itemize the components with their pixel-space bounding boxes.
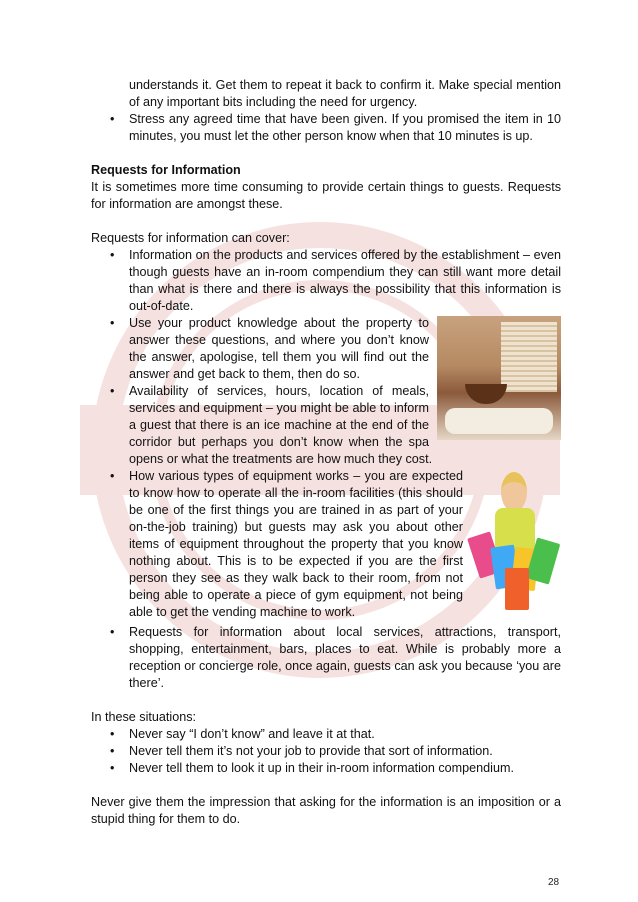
situation-bullet-list xyxy=(91,726,561,777)
bullet-icon: • xyxy=(110,112,115,126)
list-item: • Never tell them it’s not your job to provide that sort of information. xyxy=(110,744,493,758)
situations-intro: In these situations: xyxy=(91,710,197,724)
section-heading: Requests for Information xyxy=(91,163,241,177)
info-bullet-list xyxy=(91,247,561,692)
shopping-woman-image xyxy=(471,468,561,624)
continued-paragraph: understands it. Get them to repeat it back to confirm it. Make special mention of any important bits including the need for urgency. xyxy=(129,78,561,109)
bullet-icon: • xyxy=(110,727,115,741)
bullet-icon: • xyxy=(110,384,115,398)
bullet-icon: • xyxy=(110,761,115,775)
bullet-icon: • xyxy=(110,469,115,483)
list-item: • Information on the products and services offered by the establishment – even though guests have an in-room compendium they can still want more detail than what is there and there is always the possibility that this information is out-of-date. xyxy=(110,248,561,313)
top-bullet-list xyxy=(91,111,561,145)
bullet-icon: • xyxy=(110,744,115,758)
list-item: • Stress any agreed time that have been given. If you promised the item in 10 minutes, you must let the other person know when that 10 minutes is up. xyxy=(110,112,561,143)
list-intro: Requests for information can cover: xyxy=(91,231,290,245)
bullet-icon: • xyxy=(110,248,115,262)
list-item: • Never say “I don’t know” and leave it at that. xyxy=(110,727,375,741)
list-item: • How various types of equipment works – you are expected to know how to operate all the in-room facilities (this should be one of the first things you are trained in as part of your on-the-job training) but guests may ask you about other items of equipment throughout the property that you know nothing about. This is to be expected if you are the first person they see as they walk back to their room, from not being able to operate a piece of gym equipment, not being able to get the vending machine to work. xyxy=(91,468,561,621)
list-item: • Requests for information about local services, attractions, transport, shopping, entertainment, bars, places to eat. While is probably more a reception or concierge role, once again, guests can ask you because ‘you are there’. xyxy=(110,625,561,690)
intro-paragraph: It is sometimes more time consuming to provide certain things to guests. Requests for information are amongst these. xyxy=(91,180,561,211)
page-number: 28 xyxy=(548,877,560,888)
bullet-icon: • xyxy=(110,316,115,330)
list-item: • Never tell them to look it up in their in-room information compendium. xyxy=(110,761,514,775)
list-item: • Availability of services, hours, location of meals, services and equipment – you might be able to inform a guest that there is an ice machine at the end of the corridor but perhaps you don’t know when the spa opens or what the treatments are how much they cost. xyxy=(110,384,433,466)
page-content xyxy=(91,77,561,828)
closing-paragraph: Never give them the impression that asking for the information is an imposition or a stupid thing for them to do. xyxy=(91,795,561,826)
list-item: • Use your product knowledge about the property to answer these questions, and where you don’t know the answer, apologise, tell them you will find out the answer and get back to them, then do so. xyxy=(91,315,561,383)
bullet-icon: • xyxy=(110,625,115,639)
